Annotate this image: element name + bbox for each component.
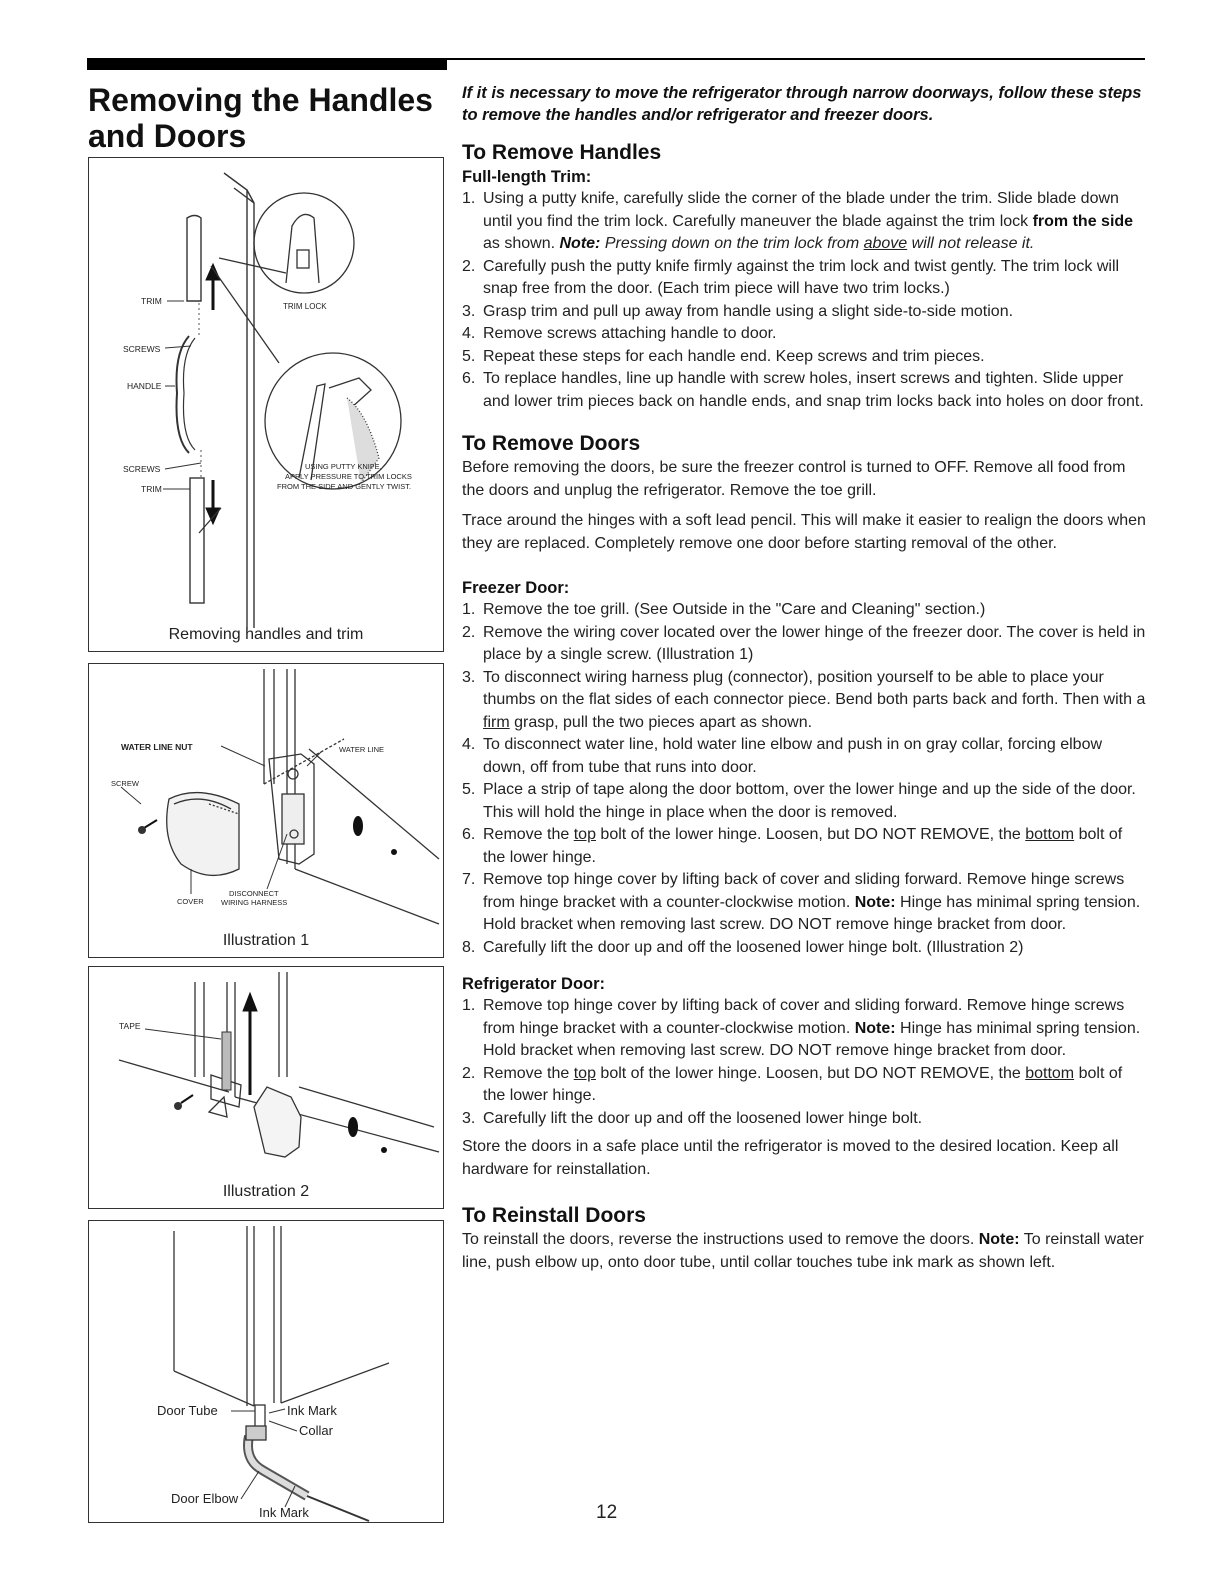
list-item: 4. To disconnect water line, hold water line elbow and push in on gray collar, forcing elbow down, off from tube that runs into door. [462, 736, 1103, 776]
store-doors-paragraph: Store the doors in a safe place until the refrigerator is moved to the desired location. Keep all hardware for reinstallation. [462, 1138, 1119, 1178]
water-line-drawing [89, 1221, 444, 1523]
list-item: 1. Using a putty knife, carefully slide the corner of the blade under the trim. Slide blade down until you find the trim lock. Carefully maneuver the blade against the trim lock from the side as shown. Note: Pressing down on the trim lock from above will not release it. [462, 190, 1134, 252]
page-number: 12 [596, 1502, 618, 1523]
illustration-1-drawing [89, 664, 444, 958]
handle-trim-illustration [89, 158, 444, 652]
header-rule-thick [87, 58, 447, 70]
label-ink-mark-top: Ink Mark [287, 1403, 337, 1418]
label-screws-bottom: SCREWS [123, 464, 161, 474]
label-water-line: WATER LINE [339, 745, 385, 754]
label-tape: TAPE [119, 1021, 141, 1031]
list-item: 8. Carefully lift the door up and off the loosened lower hinge bolt. (Illustration 2) [462, 938, 1024, 956]
page-title: Removing the Handles and Doors [88, 82, 433, 154]
header-rule-thin [447, 58, 1145, 60]
doors-paragraph-2: Trace around the hinges with a soft lead pencil. This will make it easier to realign the doors when they are replaced. Completely remove one door before starting removal of the other. [462, 512, 1146, 552]
label-collar: Collar [299, 1423, 333, 1438]
label-trim-top: TRIM [141, 296, 162, 306]
figure-illustration-1 [88, 663, 444, 958]
list-item: 3. Grasp trim and pull up away from handle using a slight side-to-side motion. [462, 302, 1014, 320]
list-item: 2. Remove the top bolt of the lower hinge. Loosen, but DO NOT REMOVE, the bottom bolt of the lower hinge. [462, 1064, 1123, 1104]
list-item: 1. Remove top hinge cover by lifting back of cover and sliding forward. Remove hinge screws from hinge bracket with a counter-clockwise motion. Note: Hinge has minimal spring tension. Hold bracket when removing last screw. DO NOT remove hinge bracket from door. [462, 997, 1141, 1059]
heading-refrigerator-door: Refrigerator Door: [462, 975, 606, 993]
label-disconnect: DISCONNECT [229, 889, 279, 898]
list-item: 3. Carefully lift the door up and off the loosened lower hinge bolt. [462, 1109, 923, 1127]
heading-freezer-door: Freezer Door: [462, 579, 570, 597]
illustration-2-drawing [89, 967, 444, 1209]
list-item: 2. Carefully push the putty knife firmly against the trim lock and twist gently. The trim lock will snap free from the door. (Each trim piece will have two trim locks.) [462, 257, 1120, 297]
heading-remove-doors: To Remove Doors [462, 432, 641, 455]
subheading-full-length-trim: Full-length Trim: [462, 168, 592, 186]
label-trim-bottom: TRIM [141, 484, 162, 494]
instructions-column [462, 82, 1148, 1274]
note-line-1: USING PUTTY KNIFE, [305, 462, 382, 471]
label-water-line-nut: WATER LINE NUT [121, 742, 193, 752]
list-item: 4. Remove screws attaching handle to door. [462, 325, 777, 342]
note-line-3: FROM THE SIDE AND GENTLY TWIST. [277, 482, 412, 491]
caption-illustration-2: Illustration 2 [222, 1183, 310, 1200]
label-handle: HANDLE [127, 381, 162, 391]
list-item: 6. Remove the top bolt of the lower hinge. Loosen, but DO NOT REMOVE, the bottom bolt of the lower hinge. [462, 826, 1123, 866]
heading-reinstall-doors: To Reinstall Doors [462, 1204, 646, 1227]
note-line-2: APPLY PRESSURE TO TRIM LOCKS [285, 472, 412, 481]
list-item: 5. Place a strip of tape along the door bottom, over the lower hinge and up the side of the door. This will hold the hinge in place when the door is removed. [462, 781, 1136, 821]
list-item: 5. Repeat these steps for each handle end. Keep screws and trim pieces. [462, 347, 985, 365]
freezer-steps-list [462, 599, 1148, 959]
heading-remove-handles: To Remove Handles [462, 141, 662, 164]
label-cover: COVER [177, 897, 204, 906]
label-trim-lock: TRIM LOCK [283, 302, 327, 311]
label-door-tube: Door Tube [157, 1403, 218, 1418]
doors-paragraph-1: Before removing the doors, be sure the freezer control is turned to OFF. Remove all food from the doors and unplug the refrigerator. Remove the toe grill. [462, 459, 1126, 499]
figure-removing-handles [88, 157, 444, 652]
label-door-elbow: Door Elbow [171, 1491, 239, 1506]
list-item: 2. Remove the wiring cover located over the lower hinge of the freezer door. The cover is held in place by a single screw. (Illustration 1) [462, 623, 1146, 663]
list-item: 7. Remove top hinge cover by lifting back of cover and sliding forward. Remove hinge screws from hinge bracket with a counter-clockwise motion. Note: Hinge has minimal spring tension. Hold bracket when removing last screw. DO NOT remove hinge bracket from door. [462, 871, 1141, 933]
label-screw: SCREW [111, 779, 139, 788]
label-screws-top: SCREWS [123, 344, 161, 354]
caption-illustration-1: Illustration 1 [222, 932, 310, 949]
figure-water-line-reinstall [88, 1220, 444, 1523]
list-item: 3. To disconnect wiring harness plug (connector), position yourself to be able to place your thumbs on the flat sides of each connector piece. Bend both parts back and forth. Then with a firm grasp, pull the two pieces apart as shown. [462, 668, 1146, 731]
intro-text: If it is necessary to move the refrigerator through narrow doorways, follow these steps to remove the handles and/or refrigerator and freezer doors. [462, 84, 1142, 124]
handles-steps-list [462, 188, 1148, 413]
label-ink-mark-bottom: Ink Mark [259, 1505, 309, 1520]
caption-removing-handles: Removing handles and trim [168, 626, 364, 643]
list-item: 6. To replace handles, line up handle with screw holes, insert screws and tighten. Slide upper and lower trim pieces back on handle ends, and snap trim locks back into holes on door front. [462, 370, 1144, 410]
label-wiring-harness: WIRING HARNESS [221, 898, 288, 907]
list-item: 1. Remove the toe grill. (See Outside in the "Care and Cleaning" section.) [462, 601, 986, 618]
reinstall-paragraph: To reinstall the doors, reverse the instructions used to remove the doors. Note: To reinstall water line, push elbow up, onto door tube, until collar touches tube ink mark as shown left. [462, 1231, 1144, 1271]
figure-illustration-2 [88, 966, 444, 1209]
fridge-steps-list [462, 995, 1148, 1130]
